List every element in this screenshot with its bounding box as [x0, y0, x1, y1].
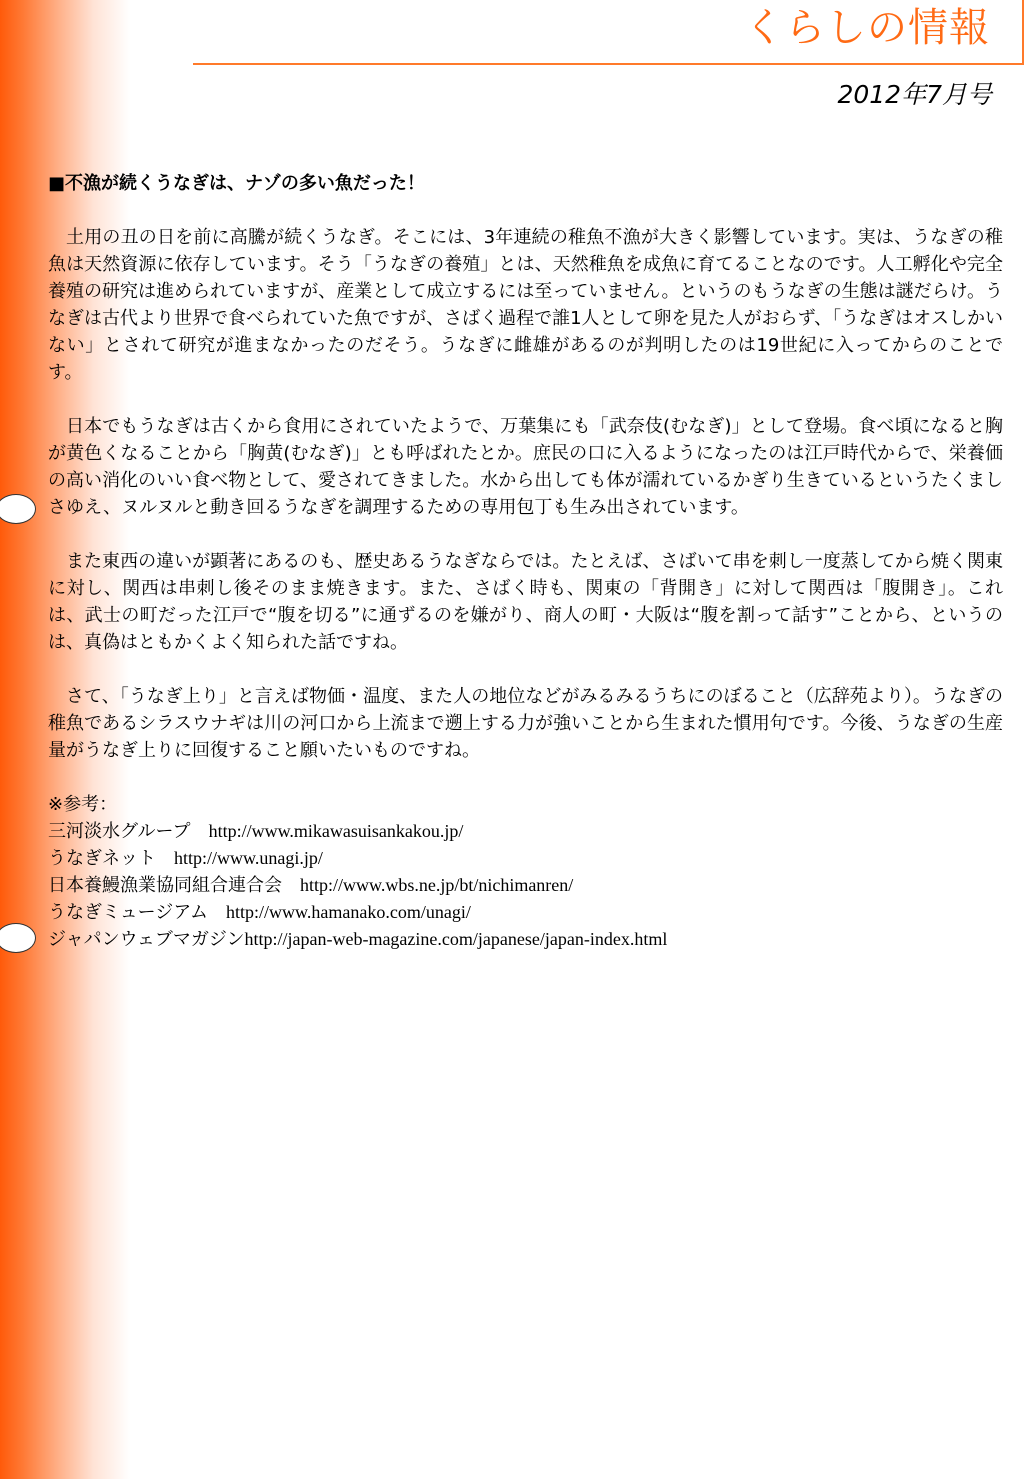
reference-item — [48, 899, 1003, 926]
references-label: ※参考： — [48, 794, 118, 815]
reference-link[interactable]: http://www.mikawasuisankakou.jp/ — [208, 821, 464, 841]
reference-item — [48, 926, 1003, 953]
reference-link[interactable]: http://www.hamanako.com/unagi/ — [226, 902, 471, 922]
issue-date: 2012年7月号 — [837, 80, 992, 109]
reference-item — [48, 818, 1003, 845]
paragraph-2: 日本でもうなぎは古くから食用にされていたようで、万葉集にも「武奈伎(むなぎ)」として登場。食べ頃になると胸が黄色くなることから「胸黄(むなぎ)」とも呼ばれたとか。庶民の口に入るようになったのは江戸時代からで、栄養価の高い消化のいい食べ物として、愛されてきました。水から出しても体が濡れているかぎり生きているというたくましさゆえ、ヌルヌルと動き回るうなぎを調理するための専用包丁も生み出されています。 — [48, 416, 1003, 518]
reference-name: 三河淡水グループ — [48, 821, 191, 842]
reference-name: うなぎネット — [48, 848, 156, 869]
references — [48, 791, 1003, 953]
header-divider — [193, 63, 1024, 65]
reference-link[interactable]: http://www.unagi.jp/ — [174, 848, 323, 868]
reference-item — [48, 872, 1003, 899]
paragraph-3: また東西の違いが顕著にあるのも、歴史あるうなぎならでは。たとえば、さばいて串を刺し一度蒸してから焼く関東に対し、関西は串刺し後そのまま焼きます。また、さばく時も、関東の「背開き」に対して関西は「腹開き」。これは、武士の町だった江戸で“腹を切る”に通ずるのを嫌がり、商人の町・大阪は“腹を割って話す”ことから、というのは、真偽はともかくよく知られた話ですね。 — [48, 551, 1003, 653]
paragraph-1: 土用の丑の日を前に高騰が続くうなぎ。そこには、3年連続の稚魚不漁が大きく影響しています。実は、うなぎの稚魚は天然資源に依存しています。そう「うなぎの養殖」とは、天然稚魚を成魚に育てることなのです。人工孵化や完全養殖の研究は進められていますが、産業として成立するには至っていません。というのもうなぎの生態は謎だらけ。うなぎは古代より世界で食べられていた魚ですが、さばく過程で誰1人として卵を見た人がおらず、「うなぎはオスしかいない」とされて研究が進まなかったのだそう。うなぎに雌雄があるのが判明したのは19世紀に入ってからのことです。 — [48, 227, 1003, 383]
newsletter-title: くらしの情報 — [744, 5, 990, 51]
reference-item — [48, 845, 1003, 872]
article — [48, 170, 1003, 953]
reference-name: ジャパンウェブマガジン — [48, 929, 245, 950]
paragraph-4: さて、「うなぎ上り」と言えば物価・温度、また人の地位などがみるみるうちにのぼること（広辞苑より）。うなぎの稚魚であるシラスウナギは川の河口から上流まで遡上する力が強いことから生まれた慣用句です。今後、うなぎの生産量がうなぎ上りに回復すること願いたいものですね。 — [48, 686, 1003, 761]
reference-name: うなぎミュージアム — [48, 902, 209, 923]
article-headline: ■不漁が続くうなぎは、ナゾの多い魚だった！ — [48, 173, 425, 194]
reference-name: 日本養鰻漁業協同組合連合会 — [48, 875, 282, 896]
reference-link[interactable]: http://www.wbs.ne.jp/bt/nichimanren/ — [300, 875, 574, 895]
reference-link[interactable]: http://japan-web-magazine.com/japanese/japan-index.html — [244, 929, 668, 949]
